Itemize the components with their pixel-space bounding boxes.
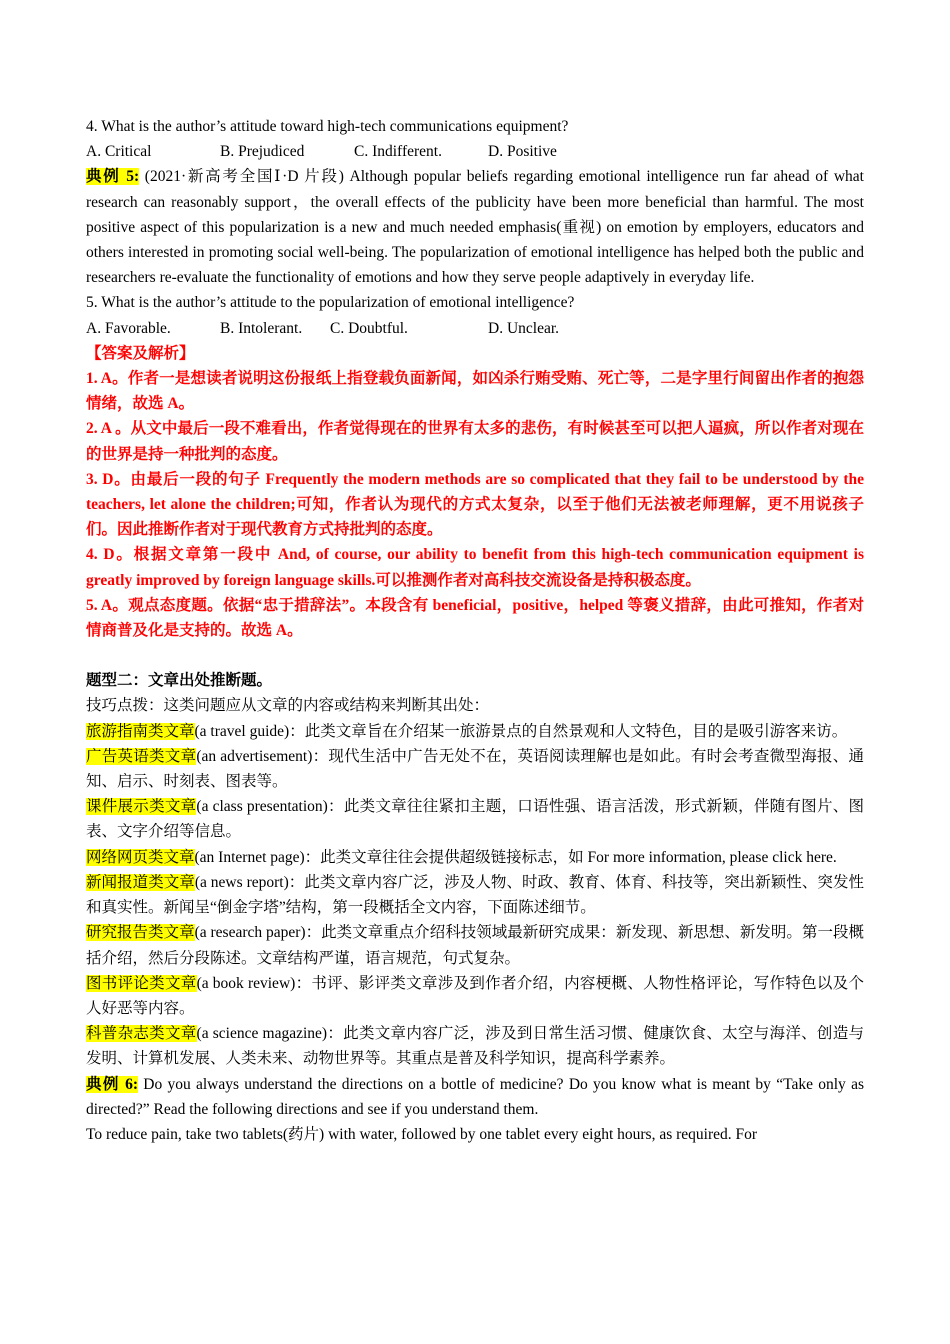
type-name: 网络网页类文章 <box>86 848 195 866</box>
type-desc: (a book review)：书评、影评类文章涉及到作者介绍，内容梗概、人物性格评论，写作特色以及个人好恶等内容。 <box>86 974 864 1017</box>
type-research-paper <box>86 920 864 970</box>
type-internet-page <box>86 845 864 870</box>
example-6-label: 典例 6: <box>86 1075 138 1093</box>
example-5-label: 典例 5: <box>86 168 140 186</box>
option-a: A. Critical <box>86 143 152 161</box>
answer-3: 3. D。由最后一段的句子 Frequently the modern methods are so complicated that they fail to be understood by the teachers, let alone the children;可知，作者认为现代的方式太复杂，以至于他们无法被老师理解，更不用说孩子们。因此推断作者对于现代教育方式持批判的态度。 <box>86 470 864 539</box>
type-name: 研究报告类文章 <box>86 924 195 942</box>
question-5-options <box>86 316 864 341</box>
type-desc: (a class presentation)：此类文章往往紧扣主题，口语性强、语言活泼，形式新颖，伴随有图片、图表、文字介绍等信息。 <box>86 798 864 841</box>
type-class-presentation <box>86 794 864 844</box>
document-page <box>86 114 864 1147</box>
type-desc: (a research paper)：此类文章重点介绍科技领域最新研究成果：新发现、新思想、新发明。第一段概括介绍，然后分段陈述。文章结构严谨，语言规范，句式复杂。 <box>86 924 864 967</box>
example-6-continuation: To reduce pain, take two tablets(药片) with water, followed by one tablet every eight hours, as required. For <box>86 1125 758 1143</box>
type-desc: (a travel guide)：此类文章旨在介绍某一旅游景点的自然景观和人文特色，目的是吸引游客来访。 <box>194 722 848 740</box>
option-d: D. Positive <box>488 143 557 161</box>
type-name: 课件展示类文章 <box>86 798 197 816</box>
type-desc: (an advertisement)：现代生活中广告无处不在，英语阅读理解也是如此。有时会考查微型海报、通知、启示、时刻表、图表等。 <box>86 747 864 791</box>
type-name: 新闻报道类文章 <box>86 873 195 891</box>
question-4: 4. What is the author’s attitude toward high-tech communications equipment? <box>86 118 569 135</box>
example-5-passage <box>86 164 864 290</box>
type-science-magazine <box>86 1021 864 1071</box>
type-name: 广告英语类文章 <box>86 747 197 765</box>
option-b: B. Intolerant. <box>220 319 303 337</box>
example-6-text: Do you always understand the directions on a bottle of medicine? Do you know what is meant by “Take only as directed?” Read the following directions and see if you understand them. <box>86 1075 864 1118</box>
answers-heading: 【答案及解析】 <box>86 344 195 362</box>
option-c: C. Indifferent. <box>354 143 442 161</box>
type-desc: (a news report)：此类文章内容广泛，涉及人物、时政、教育、体育、科技等，突出新颖性、突发性和真实性。新闻呈“倒金字塔”结构，第一段概括全文内容，下面陈述细节。 <box>86 873 864 917</box>
type-desc: (a science magazine)：此类文章内容广泛，涉及到日常生活习惯、健康饮食、太空与海洋、创造与发明、计算机发展、人类未来、动物世界等。其重点是普及科学知识，提高科学素养。 <box>86 1025 864 1068</box>
example-5-text: (2021·新高考全国Ⅰ·D 片段) Although popular beliefs regarding emotional intelligence run far ahead of what research can reasonably support，the overall effects of the publicity have been more beneficial than harmful. The most positive aspect of this popularization is a new and much needed emphasis(重视) on emotion by employers, educators and others interested in promoting social well-being. The popularization of emotional intelligence has helped both the public and researchers re-evaluate the functionality of emotions and how they serve people adaptively in everyday life. <box>86 168 864 287</box>
option-b: B. Prejudiced <box>220 143 305 161</box>
section-tip: 技巧点拨：这类问题应从文章的内容或结构来判断其出处： <box>86 697 490 715</box>
section-title: 题型二：文章出处推断题。 <box>86 672 273 690</box>
answer-4: 4. D。根据文章第一段中 And, of course, our ability to benefit from this high-tech communication equipment is greatly improved by foreign language skills.可以推测作者对高科技交流设备是持积极态度。 <box>86 546 864 589</box>
type-book-review <box>86 971 864 1021</box>
question-4-options <box>86 139 864 164</box>
type-name: 图书评论类文章 <box>86 974 197 992</box>
option-c: C. Doubtful. <box>330 319 408 337</box>
answer-1: 1. A。作者一是想读者说明这份报纸上指登载负面新闻，如凶杀行贿受贿、死亡等，二是字里行间留出作者的抱怨情绪，故选 A。 <box>86 370 864 413</box>
answer-5: 5. A。观点态度题。依据“忠于措辞法”。本段含有 beneficial，positive，helped 等褒义措辞，由此可推知，作者对情商普及化是支持的。故选 A。 <box>86 596 864 640</box>
type-advertisement <box>86 744 864 794</box>
question-5: 5. What is the author’s attitude to the popularization of emotional intelligence? <box>86 294 575 312</box>
type-desc: (an Internet page)：此类文章往往会提供超级链接标志，如 For more information, please click here. <box>194 848 837 866</box>
type-news-report <box>86 870 864 920</box>
type-travel-guide <box>86 719 864 744</box>
spacer <box>86 643 864 668</box>
option-a: A. Favorable. <box>86 319 171 337</box>
type-name: 科普杂志类文章 <box>86 1025 197 1043</box>
type-name: 旅游指南类文章 <box>86 722 195 740</box>
example-6-passage <box>86 1072 864 1122</box>
answer-2: 2. A 。从文中最后一段不难看出，作者觉得现在的世界有太多的悲伤，有时候甚至可以把人逼疯，所以作者对现在的世界是持一种批判的态度。 <box>86 420 864 463</box>
option-d: D. Unclear. <box>488 319 560 337</box>
